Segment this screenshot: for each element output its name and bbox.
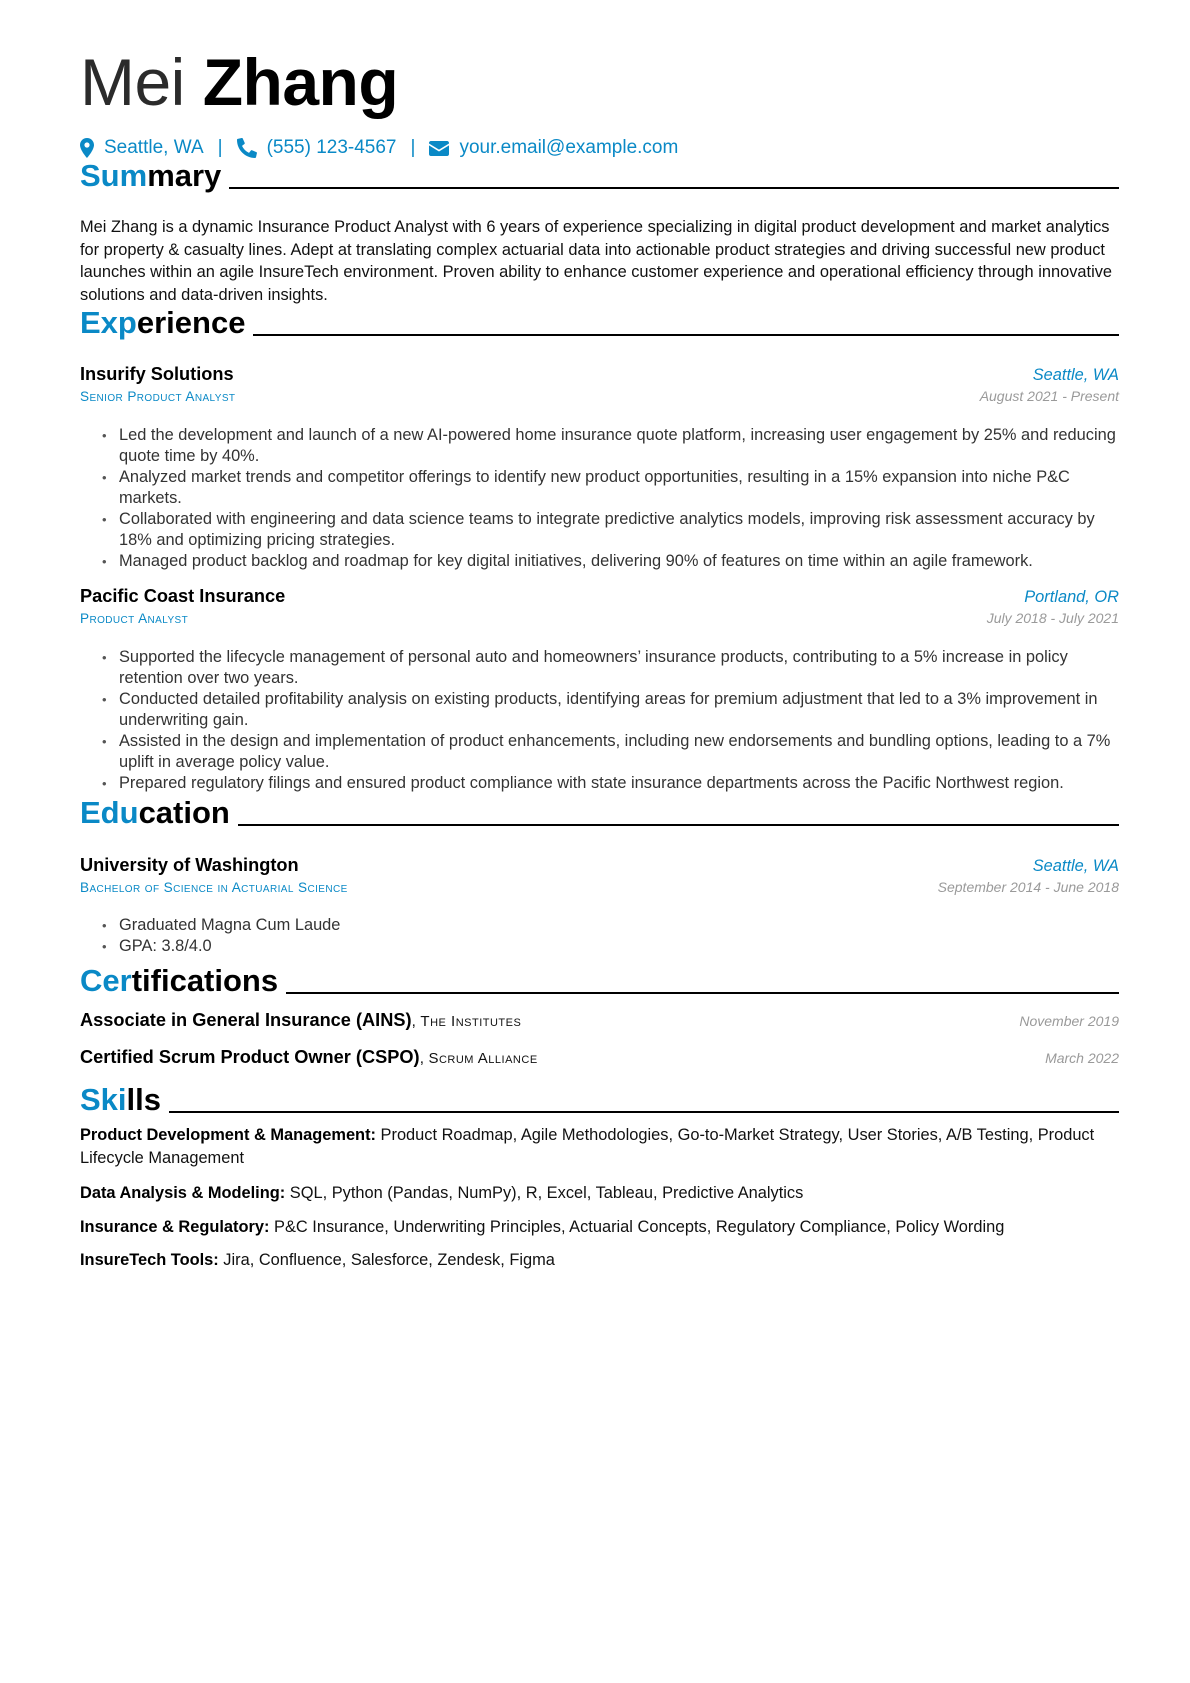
skill-group <box>80 1249 1119 1272</box>
section-experience-heading <box>80 303 1119 341</box>
company-name: Pacific Coast Insurance <box>80 586 286 606</box>
section-rule <box>169 1111 1119 1113</box>
comma: , <box>411 1013 421 1030</box>
title-rest: erience <box>136 305 246 340</box>
school-location: Seattle, WA <box>1032 857 1119 875</box>
skill-category: InsureTech Tools: <box>80 1251 219 1269</box>
job-title: Product Analyst <box>80 611 189 626</box>
section-rule <box>253 334 1119 336</box>
certification-issuer: The Institutes <box>420 1013 522 1030</box>
section-title <box>80 795 230 831</box>
skill-items: Product Roadmap, Agile Methodologies, Go-to-Market Strategy, User Stories, A/B Testing, Product Lifecycle Management <box>80 1126 1095 1167</box>
bullet-item: • Graduated Magna Cum Laude <box>102 915 1119 936</box>
bullet-item: • Analyzed market trends and competitor offerings to identify new product opportunities, resulting in a 15% expansion into niche P&C markets. <box>102 467 1119 509</box>
phone-icon <box>237 138 257 158</box>
experience-entry <box>80 586 1119 632</box>
title-accent: Sum <box>80 158 148 193</box>
skill-group <box>80 1124 1119 1169</box>
skill-category: Data Analysis & Modeling: <box>80 1184 286 1202</box>
job-location: Seattle, WA <box>1032 366 1119 384</box>
bullet-item: • Prepared regulatory filings and ensured product compliance with state insurance departments across the Pacific Northwest region. <box>102 773 1119 794</box>
email-link: your.email@example.com <box>459 137 679 158</box>
candidate-name <box>80 42 398 122</box>
bullet-item: • Led the development and launch of a new AI-powered home insurance quote platform, increasing user engagement by 25% and reducing quote time by 40%. <box>102 425 1119 467</box>
bullet-item: • Collaborated with engineering and data science teams to integrate predictive analytics models, improving risk assessment accuracy by 18% and optimizing pricing strategies. <box>102 509 1119 551</box>
contact-separator: | <box>410 137 416 158</box>
certification-issuer: Scrum Alliance <box>428 1050 538 1067</box>
contact-separator: | <box>217 137 223 158</box>
section-title <box>80 305 245 341</box>
title-rest: mary <box>147 158 222 193</box>
bullet-item: • Supported the lifecycle management of personal auto and homeowners’ insurance products, contributing to a 5% increase in policy retention over two years. <box>102 647 1119 689</box>
location-text: Seattle, WA <box>104 137 204 158</box>
section-rule <box>286 992 1119 994</box>
bullet-item: • Conducted detailed profitability analysis on existing products, identifying areas for premium adjustment that led to a 3% improvement in underwriting gain. <box>102 689 1119 731</box>
section-rule <box>229 187 1119 189</box>
degree: Bachelor of Science in Actuarial Science <box>80 880 348 895</box>
title-accent: Ski <box>80 1082 127 1117</box>
section-title <box>80 963 278 999</box>
skill-group <box>80 1182 1119 1205</box>
skill-group <box>80 1216 1119 1239</box>
school-name: University of Washington <box>80 855 299 875</box>
education-dates: September 2014 - June 2018 <box>937 879 1119 895</box>
skill-category: Product Development & Management: <box>80 1126 376 1144</box>
skill-items: Jira, Confluence, Salesforce, Zendesk, Figma <box>223 1251 555 1269</box>
job-dates: August 2021 - Present <box>979 388 1119 404</box>
map-marker-icon <box>80 138 94 158</box>
bullet-item: • GPA: 3.8/4.0 <box>102 936 1119 957</box>
envelope-icon <box>429 141 449 156</box>
title-accent: Cer <box>80 963 132 998</box>
summary-text: Mei Zhang is a dynamic Insurance Product Analyst with 6 years of experience specializing in digital product development and market analytics for property & casualty lines. Adept at translating complex actuarial data into actionable product strategies and driving successful new product launches within an agile InsureTech environment. Proven ability to enhance customer experience and operational efficiency through innovative solutions and data-driven insights. <box>80 218 1113 304</box>
bullet-item: • Managed product backlog and roadmap for key digital initiatives, delivering 90% of features on time within an agile framework. <box>102 551 1119 572</box>
experience-entry <box>80 364 1119 410</box>
skill-items: SQL, Python (Pandas, NumPy), R, Excel, Tableau, Predictive Analytics <box>289 1184 804 1202</box>
experience-bullets <box>102 425 1119 572</box>
first-name: Mei <box>80 45 185 119</box>
certification-date: November 2019 <box>1019 1013 1119 1029</box>
bullet-item: • Assisted in the design and implementation of product enhancements, including new endorsements and bundling options, leading to a 7% uplift in average policy value. <box>102 731 1119 773</box>
job-title: Senior Product Analyst <box>80 389 236 404</box>
certification-name: Associate in General Insurance (AINS) <box>80 1010 412 1030</box>
comma: , <box>419 1050 429 1067</box>
job-location: Portland, OR <box>1024 588 1119 606</box>
skill-items: P&C Insurance, Underwriting Principles, Actuarial Concepts, Regulatory Compliance, Policy Wording <box>274 1218 1005 1236</box>
section-skills-heading <box>80 1080 1119 1118</box>
section-title <box>80 158 221 194</box>
last-name: Zhang <box>202 45 399 119</box>
title-rest: cation <box>138 795 230 830</box>
section-certifications-heading <box>80 961 1119 999</box>
section-education-heading <box>80 793 1119 831</box>
certification-item <box>80 1010 1119 1031</box>
company-name: Insurify Solutions <box>80 364 234 384</box>
section-summary-heading <box>80 156 1119 194</box>
experience-bullets <box>102 647 1119 794</box>
title-accent: Exp <box>80 305 137 340</box>
title-rest: tifications <box>131 963 279 998</box>
phone-text: (555) 123-4567 <box>266 137 397 158</box>
education-entry <box>80 855 1119 901</box>
section-rule <box>238 824 1119 826</box>
job-dates: July 2018 - July 2021 <box>986 610 1119 626</box>
certification-name: Certified Scrum Product Owner (CSPO) <box>80 1047 420 1067</box>
certification-date: March 2022 <box>1045 1050 1119 1066</box>
title-accent: Edu <box>80 795 139 830</box>
skill-category: Insurance & Regulatory: <box>80 1218 270 1236</box>
title-rest: lls <box>126 1082 161 1117</box>
section-title <box>80 1082 161 1118</box>
education-bullets <box>102 915 1119 957</box>
certification-item <box>80 1047 1119 1068</box>
